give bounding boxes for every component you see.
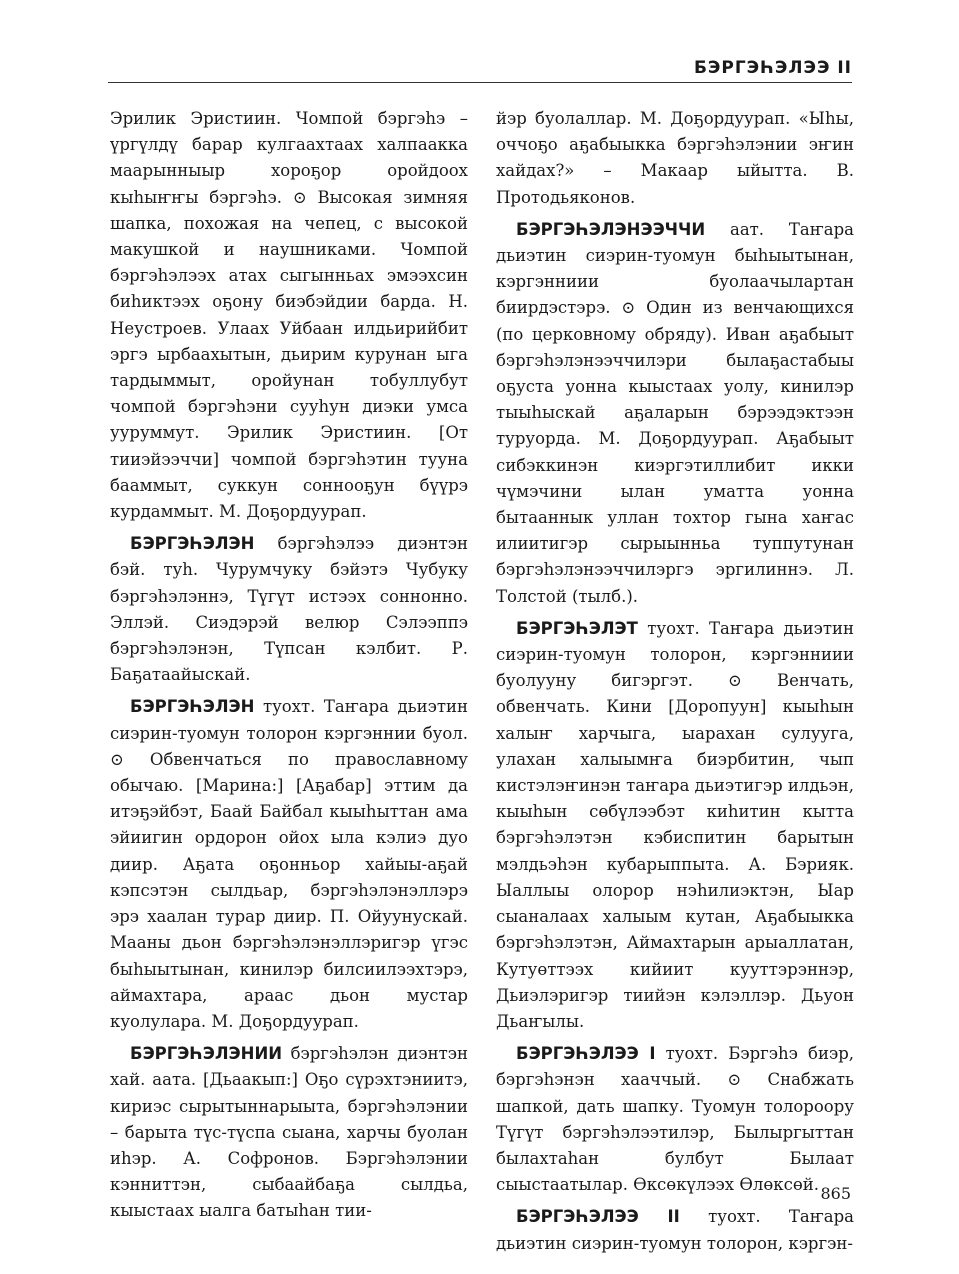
- entry-headword: БЭРГЭҺЭЛЭЭ II: [516, 1207, 680, 1227]
- entry-text: туохт. Таҥара дьиэтин сиэрин-туомун толорон, кэргэн-: [496, 1207, 854, 1253]
- entry-continuation: [110, 106, 468, 525]
- entry-text: бэргэһэлээ диэнтэн бэй. туһ. Чурумчуку бэйэтэ Чубуку бэргэһэлэннэ, Түгүт истээх соннонно. Эллэй. Сиэдэрэй велюр Сэлээппэ бэргэһэлэнэн, Түпсан кэлбит. Р. Баҕатаайыскай.: [110, 534, 468, 685]
- dictionary-entry: [110, 1041, 468, 1224]
- header-rule: [108, 82, 852, 83]
- entry-text: Эрилик Эристиин. Чомпой бэргэһэ – үргүлдү барар кулгаахтаах халпаакка маарынныыр хороҕор оройдоох кыһыҥҥы бэргэһэ. ⊙ Высокая зимняя шапка, похожая на чепец, с высокой макушкой и наушниками. Чомпой бэргэһэлээх атах сыгынньах эмээхсин биһиктээх оҕону биэбэйдии барда. Н. Неустроев. Улаах Уйбаан илдьирийбит эргэ ырбаахытын, дьирим курунан ыга тардыммыт, оройунан тобуллубут чомпой бэргэһэни сууһун диэки умса ууруммут. Эрилик Эристиин. [От тииэйээччи] чомпой бэргэһэтин тууна бааммыт, суккун соннооҕун бүүрэ курдаммыт. М. Доҕордуурап.: [110, 109, 468, 522]
- dictionary-entry: [496, 616, 854, 1035]
- running-header: БЭРГЭҺЭЛЭЭ II: [693, 58, 852, 78]
- entry-headword: БЭРГЭҺЭЛЭН: [130, 534, 255, 554]
- entry-headword: БЭРГЭҺЭЛЭНИИ: [130, 1044, 283, 1064]
- entry-headword: БЭРГЭҺЭЛЭНЭЭЧЧИ: [516, 219, 706, 239]
- entry-text: бэргэһэлэн диэнтэн хай. аата. [Дьаакып:] Оҕо сүрэхтэниитэ, кириэс сырытыннарыыта, бэргэһэлэнии – барыта түс-түспа сыана, харчы буолан иһэр. А. Софронов. Бэргэһэлэнии кэнниттэн, сыбаайбаҕа сылдьа, кыыстаах ыалга батыһан тии-: [110, 1044, 468, 1221]
- dictionary-entry: [110, 531, 468, 688]
- dictionary-entry: [496, 1041, 854, 1198]
- left-column: [110, 106, 468, 1231]
- entry-continuation: [496, 106, 854, 211]
- entry-headword: БЭРГЭҺЭЛЭЭ I: [516, 1044, 656, 1064]
- right-column: [496, 106, 854, 1263]
- entry-text: туохт. Таҥара дьиэтин сиэрин-туомун толорон кэргэннии буол. ⊙ Обвенчаться по православному обычаю. [Марина:] [Аҕабар] эттим да итэҕэйбэт, Баай Байбал кыыһыттан ама эйиигин ордорон ойох ыла кэлиэ дуо диир. Аҕата оҕонньор хайыы-аҕай кэпсэтэн сылдьар, бэргэһэлэнэллэрэ эрэ хаалан турар диир. П. Ойуунускай. Мааны дьон бэргэһэлэнэллэригэр үгэс быһыытынан, кинилэр билсиилээхтэрэ, аймахтара, араас дьон мустар куолулара. М. Доҕордуурап.: [110, 697, 468, 1031]
- entry-headword: БЭРГЭҺЭЛЭН: [130, 697, 255, 717]
- entry-text: йэр буолаллар. М. Доҕордуурап. «Ыһы, оччоҕо аҕабыыкка бэргэһэлэнии эҥин хайдах?» – Макаар ыйытта. В. Протодьяконов.: [496, 109, 854, 207]
- page-number: 865: [820, 1184, 851, 1203]
- entry-text: туохт. Бэргэһэ биэр, бэргэһэнэн хааччый. ⊙ Снабжать шапкой, дать шапку. Туомун толороору Түгүт бэргэһэлээтилэр, Былыргыттан былахтаһан булбут Былаат сыыстаатылар. Өксөкүлээх Өлөксөй.: [496, 1044, 854, 1195]
- dictionary-entry: [110, 694, 468, 1035]
- dictionary-entry: [496, 1204, 854, 1256]
- entry-text: туохт. Таҥара дьиэтин сиэрин-туомун толорон, кэргэнниии буолууну бигэргэт. ⊙ Венчать, обвенчать. Кини [Доропуун] кыыһын халыҥ харчыга, ыарахан сулууга, улахан халыымҥа биэрбитин, чып кистэлэҥинэн таҥара дьиэтигэр илдьэн, кыыһын сөбүлээбэт киһитин кытта бэргэһэлэтэн кэбиспитин барытын мэлдьэһэн кубарыппыта. А. Бэрияк. Ыаллыы олорор нэһилиэктэн, Ыар сыаналаах халыым кутан, Аҕабыыкка бэргэһэлэтэн, Аймахтарын арыаллатан, Кутуөттээх кийиит кууттэрэннэр, Дьиэлэригэр тиийэн кэлэллэр. Дьуон Дьаҥылы.: [496, 618, 854, 1031]
- dictionary-entry: [496, 217, 854, 610]
- entry-headword: БЭРГЭҺЭЛЭТ: [516, 618, 638, 638]
- entry-text: аат. Таҥара дьиэтин сиэрин-туомун быһыытынан, кэргэнниии буолаачылартан биирдэстэрэ. ⊙ Один из венчающихся (по церковному обряду). Иван аҕабыыт бэргэһэлэнээччилэри былаҕастабыы оҕуста уонна кыыстаах уолу, кинилэр тыыһыскай аҕаларын бэрээдэктээн туруорда. М. Доҕордуурап. Аҕабыыт сибэккинэн киэргэтиллибит икки чүмэчини ылан уматта уонна бытааннык уллан тохтор гына хаҥас илиитигэр сырыынньа туппутунан бэргэһэлэнээччилэргэ эргилиннэ. Л. Толстой (тылб.).: [496, 219, 855, 606]
